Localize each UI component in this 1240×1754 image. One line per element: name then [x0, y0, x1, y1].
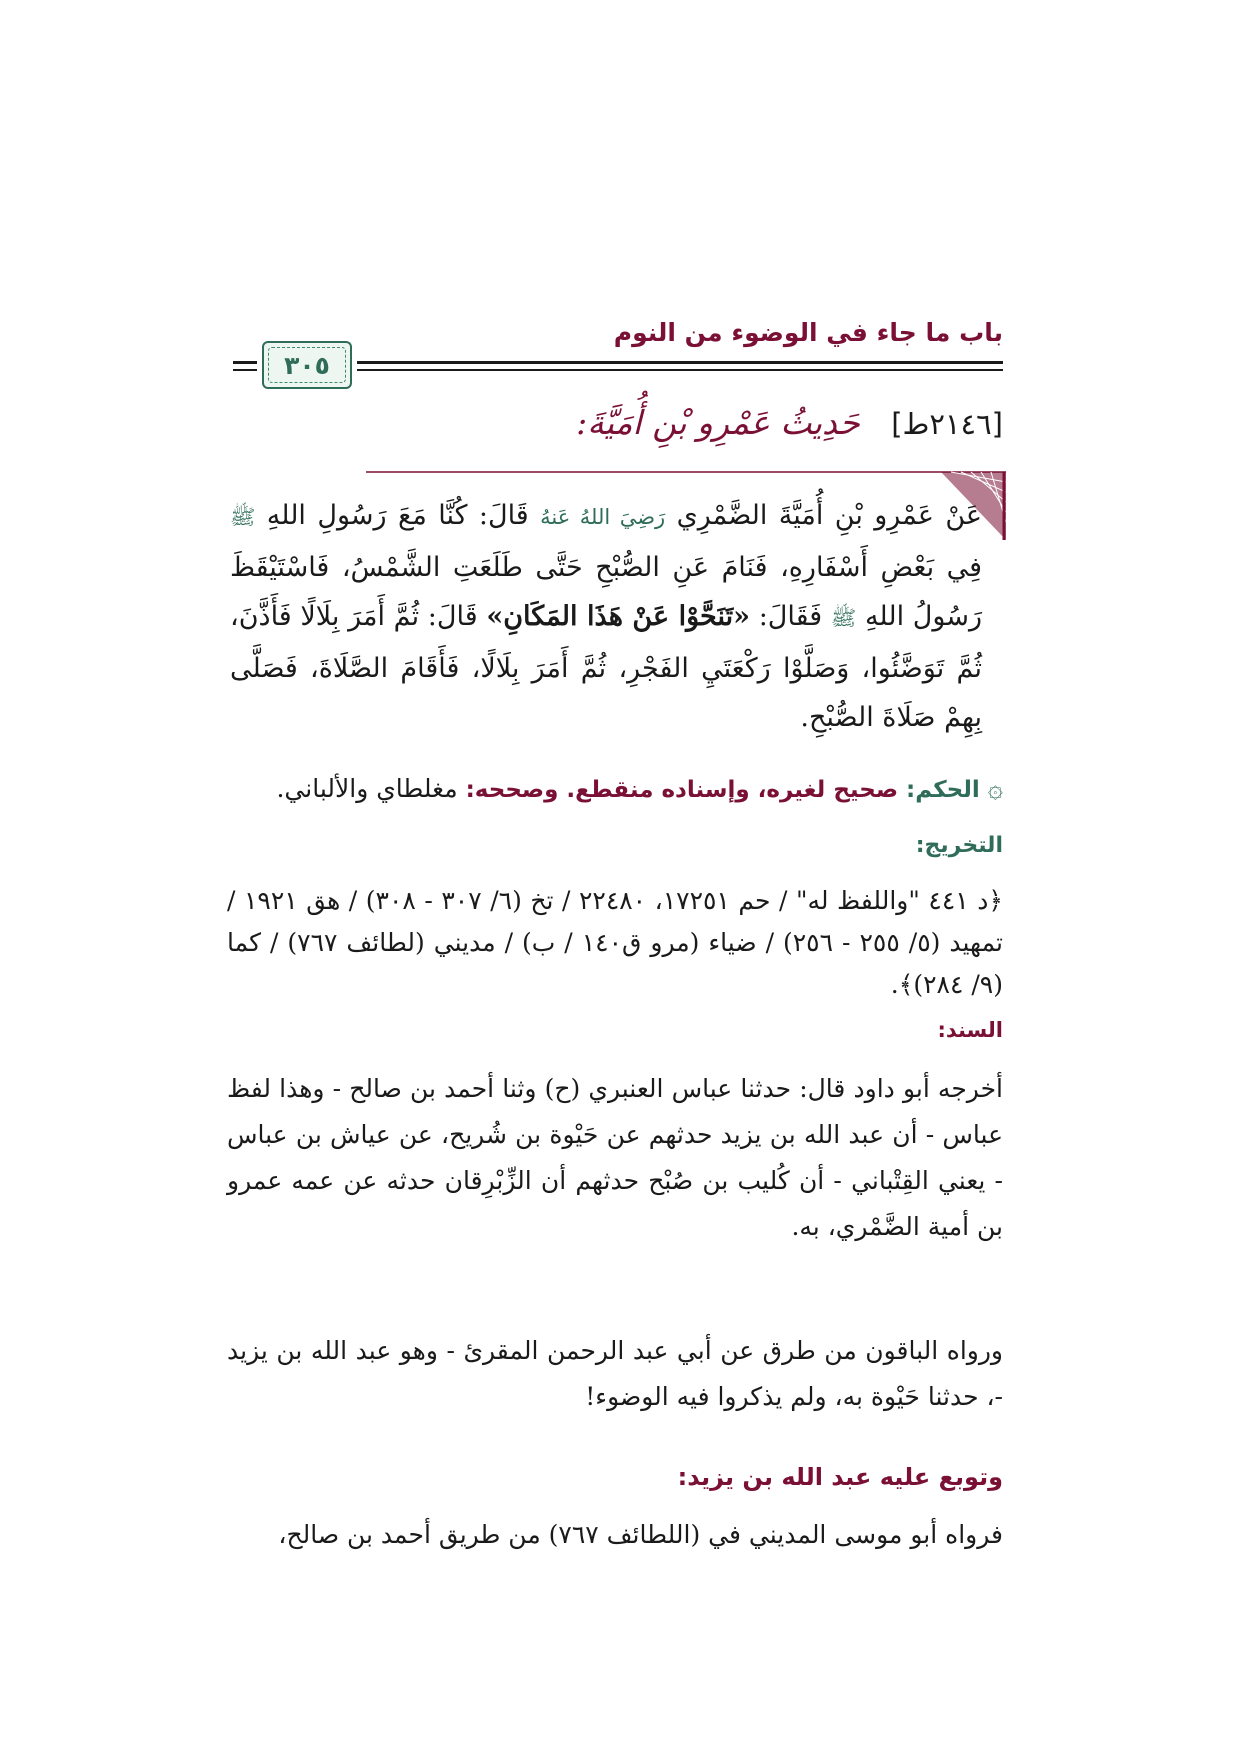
- matn-text-2: قَالَ: كُنَّا مَعَ رَسُولِ اللهِ: [255, 500, 541, 531]
- flower-ornament-icon: ۞: [987, 774, 1003, 804]
- prophet-quote: «تَنَحَّوْا عَنْ هَذَا المَكَانِ»: [486, 601, 751, 632]
- takhrij-heading: التخريج:: [915, 833, 1003, 858]
- page-number-badge: [262, 341, 352, 389]
- salla-honorific-2: ﷺ: [830, 606, 857, 630]
- ruling-line: [227, 774, 1003, 804]
- running-header-title: باب ما جاء في الوضوء من النوم: [613, 318, 1003, 347]
- takhrij-text: ﴿د ٤٤١ "واللفظ له" / حم ١٧٢٥١، ٢٢٤٨٠ / تخ (٦/ ٣٠٧ - ٣٠٨) / هق ١٩٢١ / تمهيد (٥/ ٢٥٥ - ٢٥٦) / ضياء (مرو ق١٤٠ / ب) / مديني (لطائف ٧٦٧) / كما (٩/ ٢٨٤)﴾.: [227, 886, 1004, 999]
- matn-text-5: قَالَ: ثُمَّ أَمَرَ بِلَالًا فَأَذَّنَ، ثُمَّ تَوَضَّئُوا، وَصَلَّوْا رَكْعَتَيِ الفَجْرِ، ثُمَّ أَمَرَ بِلَالًا، فَأَقَامَ الصَّلَاةَ، فَصَلَّى بِهِمْ صَلَاةَ الصُّبْحِ.: [230, 601, 982, 733]
- header-rule: [357, 361, 1003, 364]
- hadith-heading: [576, 403, 1003, 442]
- salla-honorific: ﷺ: [230, 505, 256, 529]
- ruling-label: الحكم:: [906, 777, 980, 803]
- sanad-paragraph-1: أخرجه أبو داود قال: حدثنا عباس العنبري (ح) وثنا أحمد بن صالح - وهذا لفظ عباس - أن عبد الله بن يزيد حدثهم عن حَيْوة بن شُريح، عن عياش بن عباس - يعني القِتْباني - أن كُليب بن صُبْح حدثهم أن الزِّبْرِقان حدثه عن عمه عمرو بن أمية الضَّمْري، به.: [227, 1074, 1004, 1241]
- sanad-paragraph-2: ورواه الباقون من طرق عن أبي عبد الرحمن المقرئ - وهو عبد الله بن يزيد -، حدثنا حَيْوة به، ولم يذكروا فيه الوضوء!: [227, 1336, 1003, 1411]
- matn-text-3: فِي بَعْضِ أَسْفَارِهِ، فَنَامَ عَنِ الصُّبْحِ حَتَّى طَلَعَتِ الشَّمْسُ، فَاسْتَيْقَظَ رَسُولُ اللهِ: [230, 551, 983, 632]
- header-rule-left-thin: [233, 369, 257, 371]
- header-rule-thin: [357, 369, 1003, 371]
- hadith-title: حَدِيثُ عَمْرِو بْنِ أُمَيَّةَ:: [576, 403, 860, 442]
- hadith-matn: [230, 491, 982, 743]
- page-number: ٣٠٥: [284, 350, 330, 380]
- matn-text-4: فَقَالَ:: [750, 601, 831, 632]
- ruling-verdict: صحيح لغيره، وإسناده منقطع. وصححه:: [465, 777, 899, 803]
- header-rule-left: [233, 361, 257, 364]
- sanad-heading: السند:: [937, 1018, 1003, 1042]
- hadith-number: [٢١٤٦ط]: [891, 407, 1003, 441]
- mutaba-heading: وتوبع عليه عبد الله بن يزيد:: [677, 1463, 1003, 1491]
- radiya-honorific: رَضِيَ اللهُ عَنهُ: [540, 505, 666, 529]
- matn-text-1: عَنْ عَمْرِو بْنِ أُمَيَّةَ الضَّمْرِي: [665, 500, 982, 531]
- mutaba-paragraph: فرواه أبو موسى المديني في (اللطائف ٧٦٧) من طريق أحمد بن صالح،: [278, 1520, 1003, 1549]
- ruling-authorities: مغلطاي والألباني.: [276, 774, 466, 803]
